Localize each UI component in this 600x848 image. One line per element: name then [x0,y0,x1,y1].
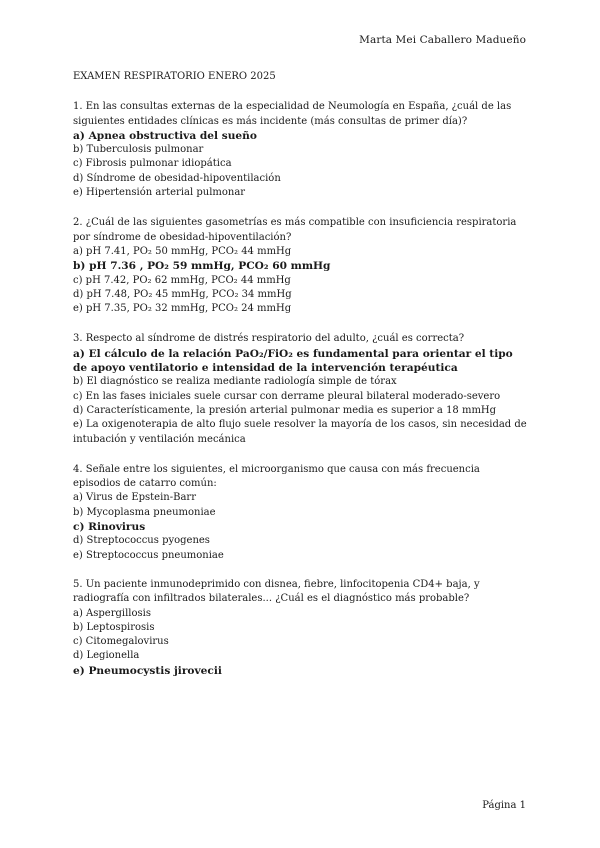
question-stem: 3. Respecto al síndrome de distrés respiratorio del adulto, ¿cuál es correcta? [73,333,465,345]
question-stem: 4. Señale entre los siguientes, el microorganismo que causa con más frecuencia episodios de catarro común: [73,463,480,490]
question-stem: 1. En las consultas externas de la especialidad de Neumología en España, ¿cuál de las siguientes entidades clínicas es más incidente (más consultas de primer día)? [73,101,512,127]
page-number: Página 1 [482,800,526,811]
answer-option-correct: c) Rinovirus [73,521,146,534]
answer-option: d) Síndrome de obesidad-hipoventilación [73,172,281,184]
answer-option: b) Leptospirosis [73,621,155,633]
answer-option: d) pH 7.48, PO₂ 45 mmHg, PCO₂ 34 mmHg [73,288,292,300]
answer-option: c) En las fases iniciales suele cursar con derrame pleural bilateral moderado-severo [73,390,501,402]
answer-option: a) pH 7.41, PO₂ 50 mmHg, PCO₂ 44 mmHg [73,245,292,257]
answer-option: c) pH 7.42, PO₂ 62 mmHg, PCO₂ 44 mmHg [73,274,291,286]
answer-option: e) Hipertensión arterial pulmonar [73,187,246,199]
question-4 [73,463,528,563]
question-stem: 2. ¿Cuál de las siguientes gasometrías es más compatible con insuficiencia respiratoria por síndrome de obesidad-hipoventilación? [73,217,517,243]
answer-option-correct: e) Pneumocystis jirovecii [73,664,222,677]
answer-option-correct: b) pH 7.36 , PO₂ 59 mmHg, PCO₂ 60 mmHg [73,260,331,273]
answer-option: a) Virus de Epstein-Barr [73,492,196,504]
answer-option: a) Aspergillosis [73,607,151,619]
answer-option-correct: a) El cálculo de la relación PaO₂/FiO₂ es fundamental para orientar el tipo de apoyo ventilatorio e intensidad de la intervención terapéutica [73,347,513,375]
answer-option: e) La oxigenoterapia de alto flujo suele resolver la mayoría de los casos, sin necesidad de intubación y ventilación mecánica [73,419,527,445]
question-1 [73,100,528,200]
question-stem: 5. Un paciente inmunodeprimido con disnea, fiebre, linfocitopenia CD4+ baja, y radiografía con infiltrados bilaterales... ¿Cuál es el diagnóstico más probable? [73,578,480,605]
answer-option: c) Fibrosis pulmonar idiopática [73,158,232,170]
question-5 [73,578,528,678]
exam-content [73,70,528,694]
answer-option: b) Tuberculosis pulmonar [73,144,204,156]
question-3 [73,332,528,446]
answer-option: d) Legionella [73,650,140,662]
answer-option: e) pH 7.35, PO₂ 32 mmHg, PCO₂ 24 mmHg [73,303,292,315]
document-title: EXAMEN RESPIRATORIO ENERO 2025 [73,71,276,82]
answer-option: e) Streptococcus pneumoniae [73,549,224,561]
answer-option: b) El diagnóstico se realiza mediante radiología simple de tórax [73,376,397,388]
answer-option: b) Mycoplasma pneumoniae [73,506,216,518]
question-2 [73,216,528,316]
answer-option: d) Característicamente, la presión arterial pulmonar media es superior a 18 mmHg [73,404,497,416]
author-header: Marta Mei Caballero Madueño [359,34,526,46]
answer-option: d) Streptococcus pyogenes [73,535,210,547]
answer-option: c) Citomegalovirus [73,636,169,648]
answer-option-correct: a) Apnea obstructiva del sueño [73,129,257,142]
